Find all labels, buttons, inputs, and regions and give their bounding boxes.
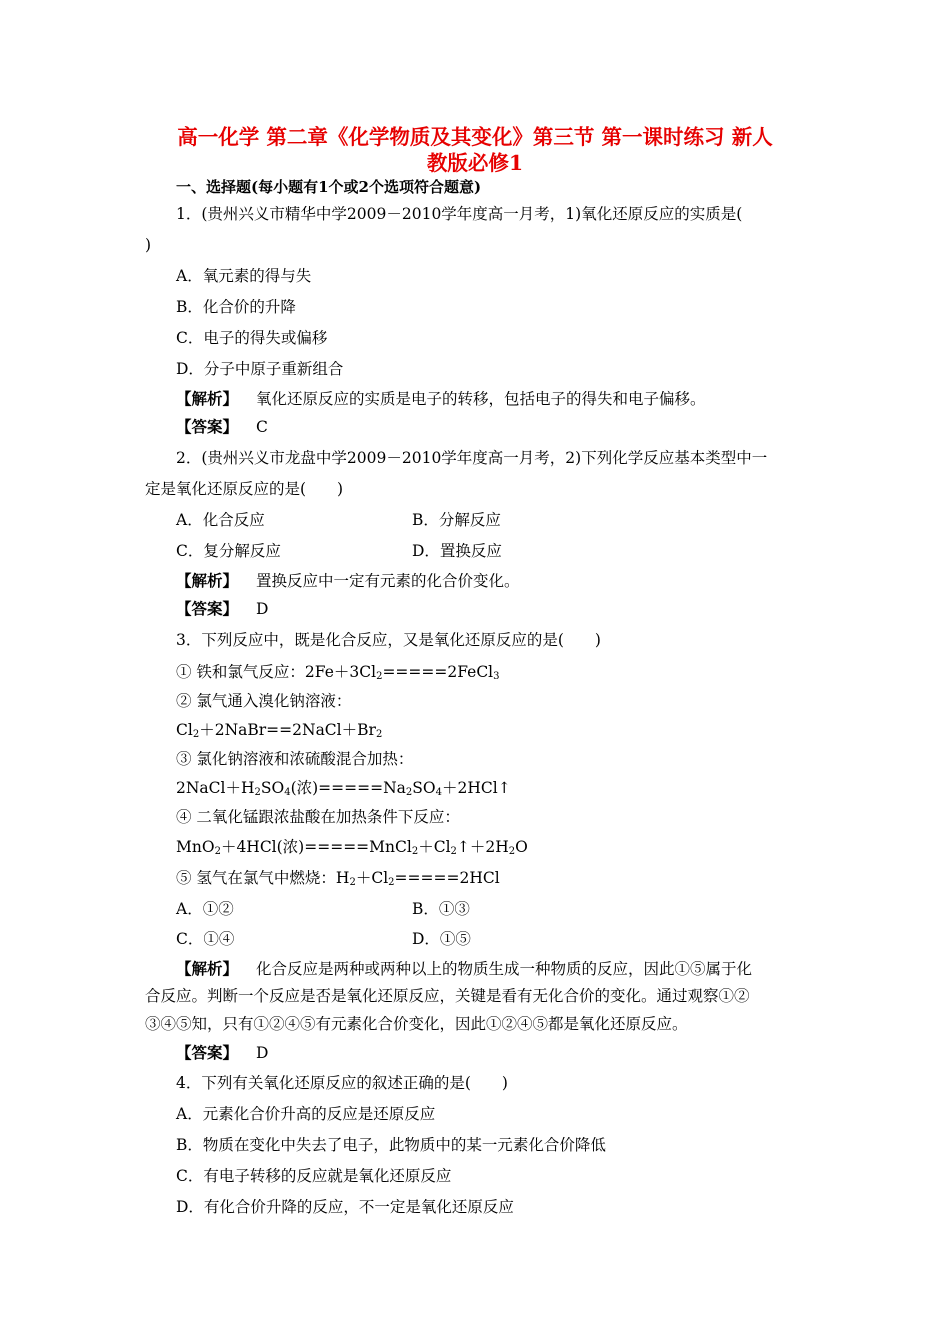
q2-answer bbox=[176, 599, 268, 619]
q1-option-b: B．化合价的升降 bbox=[176, 298, 296, 316]
q2-option-b: B．分解反应 bbox=[412, 511, 501, 529]
q3-option-a: A．①② bbox=[176, 900, 234, 918]
q2-answer-value: D bbox=[256, 600, 269, 618]
q3-answer bbox=[176, 1043, 268, 1063]
analysis-label: 【解析】 bbox=[176, 959, 239, 978]
analysis-label: 【解析】 bbox=[176, 571, 239, 590]
q2-stem-line2: 定是氧化还原反应的是( ) bbox=[145, 480, 344, 498]
q3-analysis-line2: 合反应。判断一个反应是否是氧化还原反应，关键是看有无化合价的变化。通过观察①② bbox=[145, 987, 750, 1005]
q3-stem: 3．下列反应中，既是化合反应，又是氧化还原反应的是( ) bbox=[176, 631, 601, 649]
q3-reaction-4-title: ④ 二氧化锰跟浓盐酸在加热条件下反应： bbox=[176, 808, 460, 826]
q3-reaction-5: ⑤ 氢气在氯气中燃烧：$H_2+Cl_2=====2HCl$ bbox=[176, 869, 500, 888]
title-line-1: 高一化学 第二章《化学物质及其变化》第三节 第一课时练习 新人 bbox=[177, 125, 773, 149]
q3-answer-value: D bbox=[256, 1044, 269, 1062]
q4-option-a: A．元素化合价升高的反应是还原反应 bbox=[176, 1105, 436, 1123]
q1-option-a: A．氧元素的得与失 bbox=[176, 267, 312, 285]
q1-answer-value: C bbox=[256, 418, 268, 436]
q1-answer bbox=[176, 417, 268, 437]
q1-analysis bbox=[176, 389, 706, 409]
q3-analysis-text-1: 化合反应是两种或两种以上的物质生成一种物质的反应，因此①⑤属于化 bbox=[256, 960, 753, 978]
q3-reaction-2-title: ② 氯气通入溴化钠溶液： bbox=[176, 692, 352, 710]
q4-stem: 4．下列有关氧化还原反应的叙述正确的是( ) bbox=[176, 1074, 508, 1092]
q3-reaction-3-title: ③ 氯化钠溶液和浓硫酸混合加热： bbox=[176, 750, 414, 768]
analysis-label: 【解析】 bbox=[176, 389, 239, 408]
q3-reaction-3: $2NaCl+H_2SO_4$(浓)$=====Na_2SO_4+2HCl↑$ bbox=[176, 779, 511, 798]
q3-reaction-2: $Cl_2+2NaBr==2NaCl+Br_2$ bbox=[176, 721, 383, 740]
q1-stem-line1: 1．(贵州兴义市精华中学2009－2010学年度高一月考，1)氧化还原反应的实质是( bbox=[176, 205, 743, 223]
q2-analysis bbox=[176, 571, 520, 591]
q3-reaction-4: MnO$_2$＋4HCl(浓)$=====MnCl_2+Cl_2↑+2H_2O$ bbox=[176, 838, 528, 857]
q3-option-b: B．①③ bbox=[412, 900, 470, 918]
answer-label: 【答案】 bbox=[176, 417, 239, 436]
q3-option-c: C．①④ bbox=[176, 930, 235, 948]
q3-analysis bbox=[176, 959, 752, 979]
answer-label: 【答案】 bbox=[176, 599, 239, 618]
q2-analysis-text: 置换反应中一定有元素的化合价变化。 bbox=[256, 572, 520, 590]
q4-option-b: B．物质在变化中失去了电子，此物质中的某一元素化合价降低 bbox=[176, 1136, 606, 1154]
q3-analysis-line3: ③④⑤知，只有①②④⑤有元素化合价变化，因此①②④⑤都是氧化还原反应。 bbox=[145, 1015, 688, 1033]
q4-option-c: C．有电子转移的反应就是氧化还原反应 bbox=[176, 1167, 452, 1185]
q2-option-c: C．复分解反应 bbox=[176, 542, 281, 560]
title-line-2: 教版必修1 bbox=[426, 151, 524, 175]
section-heading: 一、选择题(每小题有1个或2个选项符合题意) bbox=[176, 178, 482, 196]
q1-stem-line2: ) bbox=[145, 236, 152, 254]
q1-analysis-text: 氧化还原反应的实质是电子的转移，包括电子的得失和电子偏移。 bbox=[256, 390, 706, 408]
q2-option-a: A．化合反应 bbox=[176, 511, 265, 529]
q3-reaction-1: ① 铁和氯气反应：$2Fe+3Cl_2=====2FeCl_3$ bbox=[176, 663, 500, 682]
q1-option-d: D．分子中原子重新组合 bbox=[176, 360, 344, 378]
q3-option-d: D．①⑤ bbox=[412, 930, 471, 948]
q2-stem-line1: 2．(贵州兴义市龙盘中学2009－2010学年度高一月考，2)下列化学反应基本类型中一 bbox=[176, 449, 768, 467]
document-title bbox=[145, 124, 805, 176]
q2-option-d: D．置换反应 bbox=[412, 542, 502, 560]
answer-label: 【答案】 bbox=[176, 1043, 239, 1062]
q4-option-d: D．有化合价升降的反应，不一定是氧化还原反应 bbox=[176, 1198, 514, 1216]
q1-option-c: C．电子的得失或偏移 bbox=[176, 329, 328, 347]
